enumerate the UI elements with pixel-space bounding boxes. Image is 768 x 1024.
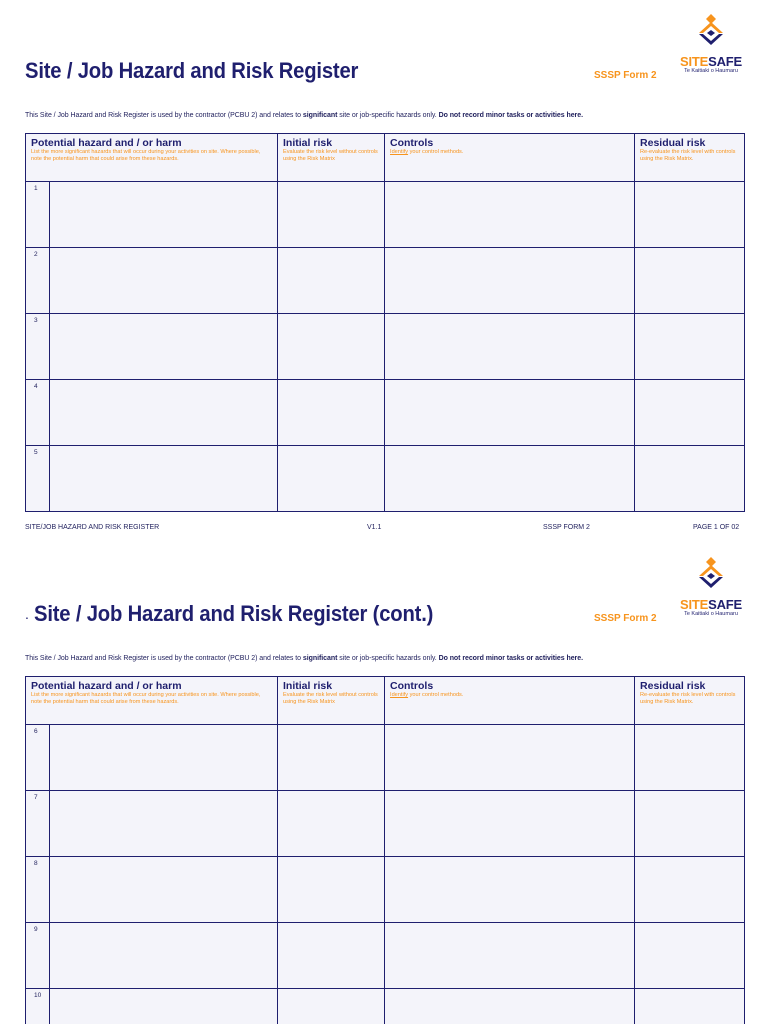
sitesafe-emblem-icon [696, 555, 726, 595]
initial-risk-cell[interactable] [278, 725, 385, 791]
residual-risk-cell[interactable] [635, 923, 745, 989]
row-number: 1 [26, 182, 50, 248]
logo-tagline: Te Kaitiaki o Haumaru [684, 611, 738, 617]
controls-cell[interactable] [385, 989, 635, 1024]
form-label: SSSP Form 2 [594, 613, 657, 624]
hazard-cell[interactable] [50, 182, 278, 248]
column-header-initial-risk: Initial risk Evaluate the risk level without controls using the Risk Matrix [278, 134, 385, 182]
residual-risk-cell[interactable] [635, 989, 745, 1024]
residual-risk-cell[interactable] [635, 725, 745, 791]
table-row [26, 923, 745, 989]
hazard-register-table [25, 676, 745, 1024]
controls-cell[interactable] [385, 725, 635, 791]
logo-wordmark: SITESAFE [680, 597, 742, 612]
controls-cell[interactable] [385, 182, 635, 248]
column-header-residual-risk: Residual risk Re-evaluate the risk level with controls using the Risk Matrix. [635, 677, 745, 725]
table-row [26, 380, 745, 446]
controls-cell[interactable] [385, 248, 635, 314]
sitesafe-logo [677, 555, 745, 618]
row-number: 4 [26, 380, 50, 446]
initial-risk-cell[interactable] [278, 182, 385, 248]
column-header-controls: Controls Identify your control methods. [385, 677, 635, 725]
logo-tagline: Te Kaitiaki o Haumaru [684, 68, 738, 74]
footer-page-number: PAGE 1 OF 02 [693, 524, 740, 531]
column-header-initial-risk: Initial risk Evaluate the risk level without controls using the Risk Matrix [278, 677, 385, 725]
row-number: 7 [26, 791, 50, 857]
footer-doc-name: SITE/JOB HAZARD AND RISK REGISTER [25, 524, 160, 531]
controls-cell[interactable] [385, 857, 635, 923]
hazard-cell[interactable] [50, 314, 278, 380]
residual-risk-cell[interactable] [635, 182, 745, 248]
intro-text: This Site / Job Hazard and Risk Register is used by the contractor (PCBU 2) and relates to significant site or job-specific hazards only. Do not record minor tasks or activities here. [25, 655, 583, 662]
controls-cell[interactable] [385, 314, 635, 380]
column-header-hazard: Potential hazard and / or harm List the more significant hazards that will occur during your activities on site. Where possible, note the potential harm that could arise from these hazards. [26, 677, 278, 725]
page-title: Site / Job Hazard and Risk Register [25, 58, 359, 83]
table-row [26, 989, 745, 1024]
sitesafe-emblem-icon [696, 12, 726, 52]
table-header-row [26, 677, 745, 725]
sitesafe-logo [677, 12, 745, 75]
footer-version: V1.1 [367, 524, 382, 531]
initial-risk-cell[interactable] [278, 989, 385, 1024]
row-number: 8 [26, 857, 50, 923]
intro-text: This Site / Job Hazard and Risk Register is used by the contractor (PCBU 2) and relates to significant site or job-specific hazards only. Do not record minor tasks or activities here. [25, 112, 583, 119]
residual-risk-cell[interactable] [635, 248, 745, 314]
column-header-hazard: Potential hazard and / or harm List the more significant hazards that will occur during your activities on site. Where possible, note the potential harm that could arise from these hazards. [26, 134, 278, 182]
row-number: 9 [26, 923, 50, 989]
hazard-cell[interactable] [50, 791, 278, 857]
initial-risk-cell[interactable] [278, 923, 385, 989]
page-title: Site / Job Hazard and Risk Register (cont.) [34, 601, 434, 626]
leading-mark: . [25, 606, 29, 622]
hazard-cell[interactable] [50, 857, 278, 923]
table-row [26, 314, 745, 380]
residual-risk-cell[interactable] [635, 857, 745, 923]
row-number: 6 [26, 725, 50, 791]
row-number: 10 [26, 989, 50, 1024]
form-label: SSSP Form 2 [594, 70, 657, 81]
hazard-cell[interactable] [50, 446, 278, 512]
residual-risk-cell[interactable] [635, 314, 745, 380]
hazard-cell[interactable] [50, 248, 278, 314]
initial-risk-cell[interactable] [278, 248, 385, 314]
logo-wordmark: SITESAFE [680, 54, 742, 69]
row-number: 5 [26, 446, 50, 512]
footer-form: SSSP FORM 2 [543, 524, 590, 531]
row-number: 3 [26, 314, 50, 380]
initial-risk-cell[interactable] [278, 446, 385, 512]
residual-risk-cell[interactable] [635, 446, 745, 512]
initial-risk-cell[interactable] [278, 380, 385, 446]
hazard-cell[interactable] [50, 725, 278, 791]
table-row [26, 791, 745, 857]
table-row [26, 446, 745, 512]
residual-risk-cell[interactable] [635, 380, 745, 446]
controls-cell[interactable] [385, 791, 635, 857]
table-row [26, 857, 745, 923]
table-header-row [26, 134, 745, 182]
initial-risk-cell[interactable] [278, 857, 385, 923]
row-number: 2 [26, 248, 50, 314]
column-header-controls: Controls Identify your control methods. [385, 134, 635, 182]
hazard-cell[interactable] [50, 380, 278, 446]
table-row [26, 725, 745, 791]
column-header-residual-risk: Residual risk Re-evaluate the risk level with controls using the Risk Matrix. [635, 134, 745, 182]
controls-cell[interactable] [385, 380, 635, 446]
residual-risk-cell[interactable] [635, 791, 745, 857]
controls-cell[interactable] [385, 923, 635, 989]
initial-risk-cell[interactable] [278, 791, 385, 857]
hazard-cell[interactable] [50, 989, 278, 1024]
initial-risk-cell[interactable] [278, 314, 385, 380]
table-row [26, 248, 745, 314]
table-row [26, 182, 745, 248]
hazard-register-table [25, 133, 745, 512]
hazard-cell[interactable] [50, 923, 278, 989]
controls-cell[interactable] [385, 446, 635, 512]
